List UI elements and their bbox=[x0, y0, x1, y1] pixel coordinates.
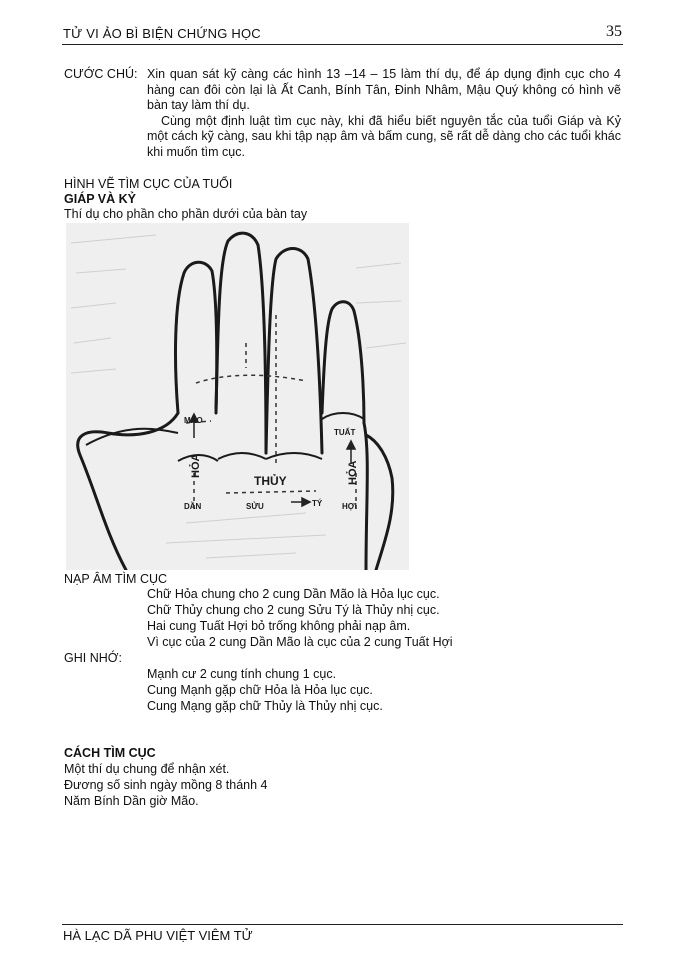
figure-heading: HÌNH VẼ TÌM CỤC CỦA TUỔI bbox=[64, 177, 233, 191]
list-item: Hai cung Tuất Hợi bỏ trống không phải nạp âm. bbox=[147, 619, 411, 633]
hand-outline bbox=[78, 233, 393, 570]
list-item: Năm Bính Dần giờ Mão. bbox=[64, 794, 199, 808]
label-hoa-left: HỎA bbox=[190, 453, 202, 478]
list-item: Đương số sinh ngày mồng 8 thánh 4 bbox=[64, 778, 268, 792]
list-item: Cung Mạng gặp chữ Thủy là Thủy nhị cục. bbox=[147, 699, 383, 713]
note-label: CƯỚC CHÚ: bbox=[64, 67, 138, 81]
header-rule bbox=[62, 44, 623, 45]
figure-subheading: GIÁP VÀ KỶ bbox=[64, 192, 137, 206]
hand-diagram bbox=[66, 223, 409, 570]
running-footer-author: HÀ LẠC DÃ PHU VIỆT VIÊM TỬ bbox=[63, 928, 253, 943]
list-item: Vì cục của 2 cung Dần Mão là cục của 2 cung Tuất Hợi bbox=[147, 635, 453, 649]
label-hoa-right: HỎA bbox=[347, 460, 359, 485]
label-tuat: TUẤT bbox=[334, 428, 356, 437]
list-item: Chữ Hỏa chung cho 2 cung Dần Mão là Hỏa lục cục. bbox=[147, 587, 440, 601]
label-hoi: HỢI bbox=[342, 502, 357, 511]
nap-am-heading: NẠP ÂM TÌM CỤC bbox=[64, 572, 168, 586]
note-paragraph-2: Cùng một định luật tìm cục này, khi đã hiểu biết nguyên tắc của tuổi Giáp và Kỷ một cách kỹ càng, sau khi tập nạp âm và bấm cung, sẽ rất dễ dàng cho các tuổi khác khi muốn tìm cục. bbox=[147, 113, 621, 159]
note-body bbox=[147, 67, 621, 160]
label-ty: TÝ bbox=[312, 499, 323, 508]
label-suu: SỬU bbox=[246, 502, 264, 511]
page-number: 35 bbox=[606, 23, 622, 40]
list-item: Mạnh cư 2 cung tính chung 1 cục. bbox=[147, 667, 337, 681]
list-item: Cung Mạnh gặp chữ Hỏa là Hỏa lục cục. bbox=[147, 683, 373, 697]
running-header-title: TỬ VI ẢO BÌ BIỆN CHỨNG HỌC bbox=[63, 26, 261, 41]
figure-caption: Thí dụ cho phần cho phần dưới của bàn tay bbox=[64, 207, 308, 221]
footer-rule bbox=[62, 924, 623, 925]
label-thuy: THỦY bbox=[254, 474, 287, 488]
label-mao: MÃO bbox=[184, 416, 203, 425]
note-paragraph-1: Xin quan sát kỹ càng các hình 13 –14 – 15 làm thí dụ, để áp dụng định cục cho 4 hàng can đôi còn lại là Ất Canh, Bính Tân, Đinh Nhâm, Mậu Quý không có hình vẽ bàn tay làm thí dụ. bbox=[147, 67, 621, 112]
list-item: Một thí dụ chung để nhận xét. bbox=[64, 762, 230, 776]
ghi-nho-heading: GHI NHỚ: bbox=[64, 651, 122, 665]
cach-tim-cuc-heading: CÁCH TÌM CỤC bbox=[64, 746, 156, 760]
list-item: Chữ Thủy chung cho 2 cung Sửu Tý là Thủy nhị cục. bbox=[147, 603, 440, 617]
label-dan: DẦN bbox=[184, 502, 202, 511]
